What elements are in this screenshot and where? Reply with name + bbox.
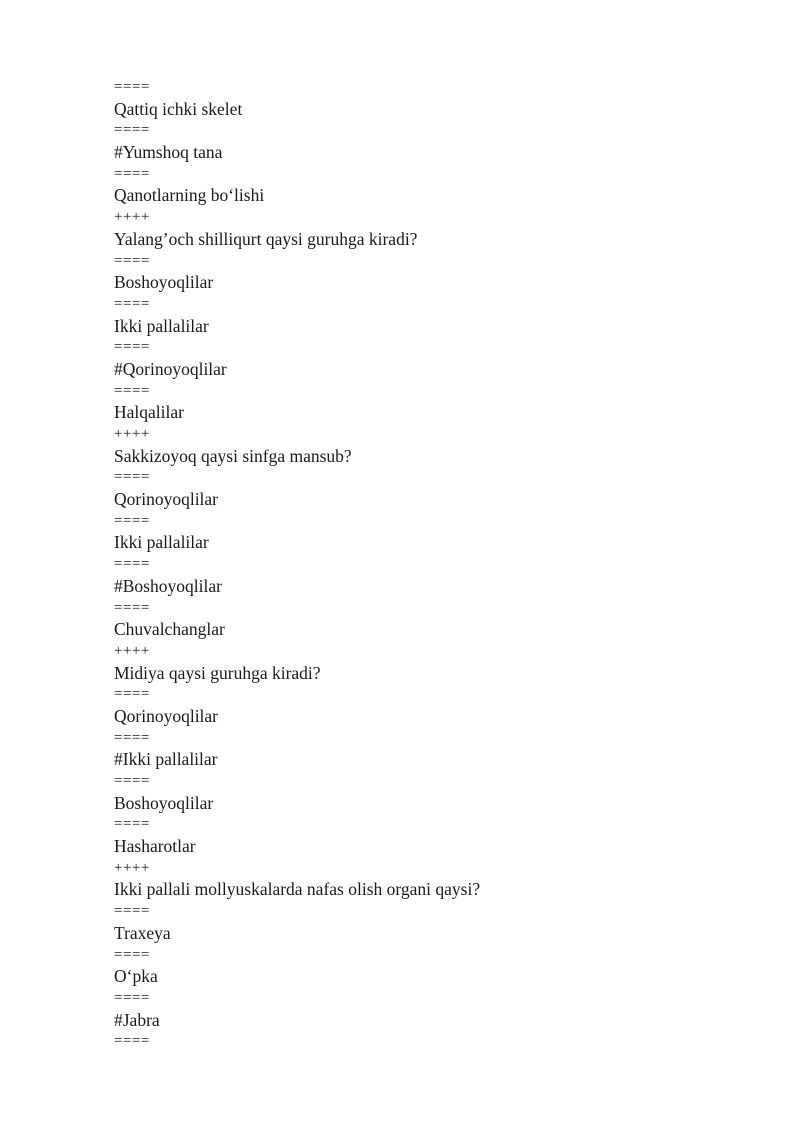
text-line: Chuvalchanglar (114, 619, 225, 640)
separator-line: ==== (114, 903, 150, 920)
separator-line: ==== (114, 1033, 150, 1050)
separator-line: ==== (114, 816, 150, 833)
text-line: Halqalilar (114, 402, 184, 423)
separator-line: ++++ (114, 209, 150, 226)
separator-line: ==== (114, 252, 150, 269)
separator-line: ==== (114, 686, 150, 703)
text-line: Qattiq ichki skelet (114, 98, 243, 119)
separator-line: ==== (114, 382, 150, 399)
separator-line: ==== (114, 556, 150, 573)
separator-line: ==== (114, 165, 150, 182)
text-line: Boshoyoqlilar (114, 272, 214, 293)
separator-line: ==== (114, 729, 150, 746)
text-line: #Qorinoyoqlilar (114, 358, 227, 379)
document-body (114, 77, 714, 1053)
separator-line: ==== (114, 946, 150, 963)
text-line: Qanotlarning bo‘lishi (114, 185, 265, 206)
separator-line: ==== (114, 295, 150, 312)
text-line: Boshoyoqlilar (114, 792, 214, 813)
text-line: Qorinoyoqlilar (114, 705, 219, 726)
text-line: Midiya qaysi guruhga kiradi? (114, 662, 321, 683)
separator-line: ==== (114, 339, 150, 356)
text-line: Ikki pallalilar (114, 532, 209, 553)
text-line: O‘pka (114, 966, 158, 987)
separator-line: ==== (114, 79, 150, 95)
text-line: Hasharotlar (114, 836, 196, 857)
separator-line: ==== (114, 599, 150, 616)
separator-line: ==== (114, 512, 150, 529)
separator-line: ==== (114, 773, 150, 789)
separator-line: ++++ (114, 426, 150, 442)
text-line: #Boshoyoqlilar (114, 575, 222, 596)
text-line: #Jabra (114, 1009, 160, 1030)
text-line: Qorinoyoqlilar (114, 489, 219, 510)
text-line: Ikki pallali mollyuskalarda nafas olish organi qaysi? (114, 879, 481, 900)
text-line: #Yumshoq tana (114, 142, 223, 163)
text-line: #Ikki pallalilar (114, 749, 218, 770)
separator-line: ==== (114, 469, 150, 486)
separator-line: ++++ (114, 859, 150, 876)
text-line: Traxeya (114, 922, 171, 943)
separator-line: ==== (114, 989, 150, 1006)
text-line: Sakkizoyoq qaysi sinfga mansub? (114, 445, 352, 466)
text-line: Yalang’och shilliqurt qaysi guruhga kiradi? (114, 228, 418, 249)
text-line: Ikki pallalilar (114, 315, 209, 336)
separator-line: ==== (114, 122, 150, 139)
separator-line: ++++ (114, 642, 150, 659)
